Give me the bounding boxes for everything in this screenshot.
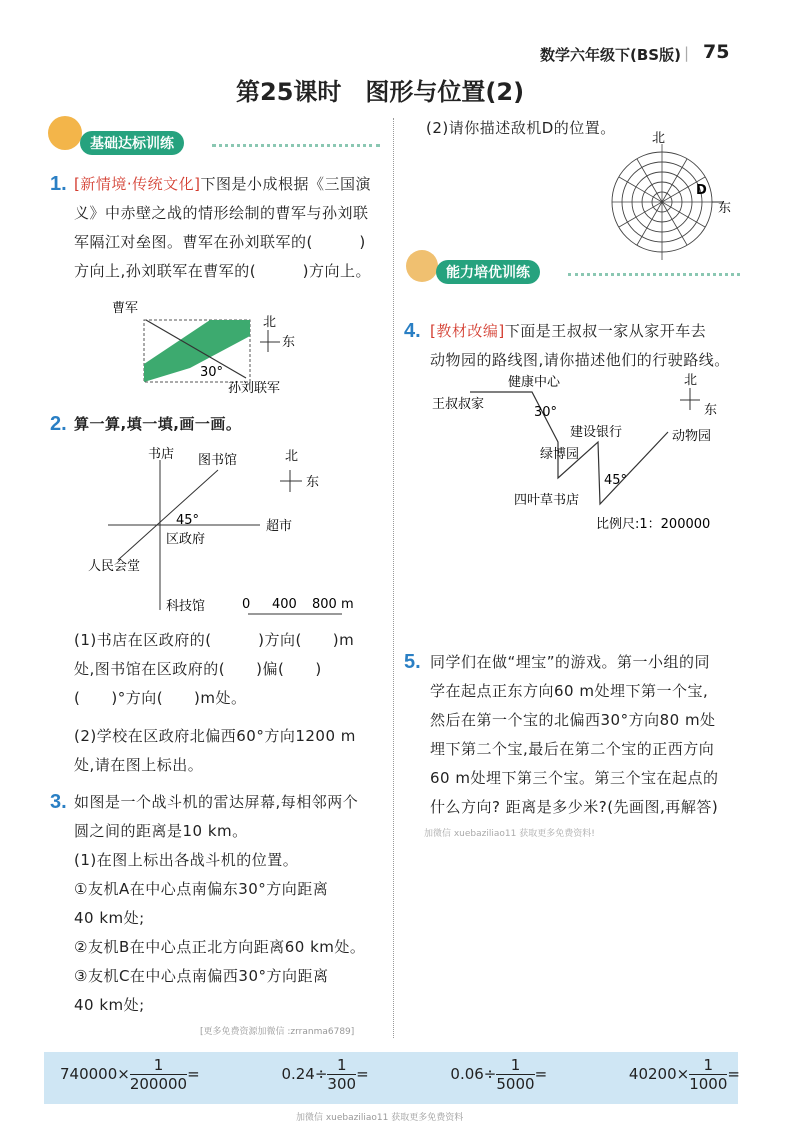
q4-bank: 建设银行: [570, 425, 623, 440]
dog-mascot-icon: [406, 250, 438, 282]
q1-river: [144, 320, 250, 382]
q4-figure: [400, 370, 740, 540]
q5-number: 5.: [404, 651, 421, 673]
q3-line-4: 40 km处;: [74, 909, 145, 927]
cat-mascot-icon: [48, 116, 82, 150]
q4-zoo: 动物园: [672, 429, 712, 444]
section-advanced-dots: [568, 273, 740, 276]
column-divider: [393, 118, 394, 1038]
calc-row: [60, 1056, 740, 1093]
radar-north: 北: [652, 131, 666, 146]
q2-east: 东: [306, 475, 320, 490]
calc-3-op: =: [727, 1065, 740, 1083]
calc-0-frac: [130, 1056, 187, 1093]
q4-east: 东: [704, 403, 718, 418]
header-divider: |: [684, 44, 690, 62]
calc-0-a: 740000×: [60, 1065, 130, 1083]
q2-scale-2: 800 m: [312, 597, 354, 612]
q1-line-2: 军隔江对垒图。曹军在孙刘联军的( ): [74, 233, 366, 251]
calc-0-d: 200000: [129, 1075, 188, 1093]
book-title: 数学六年级下(BS版): [540, 46, 681, 64]
radar-figure: [590, 130, 740, 270]
q4-angle2: 45°: [604, 473, 628, 488]
q3-line-3: ①友机A在中心点南偏东30°方向距离: [74, 880, 329, 898]
q2-angle: 45°: [176, 513, 200, 528]
q1-text: [74, 170, 384, 286]
q5-line-2: 然后在第一个宝的北偏西30°方向80 m处: [430, 711, 716, 729]
calc-1-d: 300: [327, 1075, 357, 1093]
q4-bookstore: 四叶草书店: [514, 493, 580, 508]
q4-line-0: 下面是王叔叔一家从家开车去: [504, 322, 707, 340]
radar-d: D: [696, 183, 707, 198]
watermark-3: 加微信 xuebaziliao11 获取更多免费资料: [296, 1113, 464, 1123]
q4-line-1: 动物园的路线图,请你描述他们的行驶路线。: [430, 351, 730, 369]
radar-east: 东: [718, 201, 732, 216]
calc-2-a: 0.06÷: [450, 1065, 497, 1083]
q2-north: 北: [285, 449, 299, 464]
q4-scale: 比例尺:1：200000: [596, 517, 711, 532]
q2-p1-0: (1)书店在区政府的( )方向( )m: [74, 631, 355, 649]
q3-line-7: 40 km处;: [74, 996, 145, 1014]
q1-angle: 30°: [200, 365, 224, 380]
q5-line-1: 学在起点正东方向60 m处埋下第一个宝,: [430, 682, 709, 700]
q5-line-3: 埋下第二个宝,最后在第二个宝的正西方向: [430, 740, 715, 758]
calc-2-d: 5000: [496, 1075, 535, 1093]
q4-north: 北: [684, 373, 698, 388]
calc-1-op: =: [356, 1065, 369, 1083]
calc-3-frac: [689, 1056, 727, 1093]
q4-health: 健康中心: [508, 375, 561, 390]
q2-part1: [74, 626, 388, 713]
calc-0-n: 1: [153, 1056, 164, 1074]
q3-line-6: ③友机C在中心点南偏西30°方向距离: [74, 967, 329, 985]
q1-line-3: 方向上,孙刘联军在曹军的( )方向上。: [74, 262, 371, 280]
calc-1-frac: [327, 1056, 356, 1093]
q2-bookstore: 书店: [148, 447, 175, 462]
q2-part2: [74, 722, 388, 780]
section-basic: 基础达标训练: [80, 131, 184, 155]
q2-supermarket: 超市: [266, 519, 293, 534]
q2-p1-1: 处,图书馆在区政府的( )偏( ): [74, 660, 322, 678]
q1-line-0: 下图是小成根据《三国演: [200, 175, 371, 193]
q1-number: 1.: [50, 173, 67, 195]
q2-head: 算一算,填一填,画一画。: [74, 415, 242, 433]
q4-number: 4.: [404, 320, 421, 342]
q4-angle1: 30°: [534, 405, 558, 420]
calc-2-n: 1: [510, 1056, 521, 1074]
page-number: 75: [703, 41, 730, 63]
q4-text: [430, 317, 742, 375]
calc-0-op: =: [187, 1065, 200, 1083]
q3-text: [74, 788, 390, 1020]
q4-home: 王叔叔家: [432, 397, 485, 412]
watermark-2: [更多免费资源加微信 :zrranma6789]: [200, 1027, 355, 1037]
q1-east: 东: [282, 335, 296, 350]
q2-p1-2: ( )°方向( )m处。: [74, 689, 247, 707]
q4-park: 绿博园: [540, 447, 580, 462]
q2-number: 2.: [50, 413, 67, 435]
calc-3-d: 1000: [689, 1075, 728, 1093]
q2-hall: 人民会堂: [88, 559, 141, 574]
q2-gov: 区政府: [166, 532, 206, 547]
q1-cao-label: 曹军: [112, 301, 139, 316]
radar-spokes: [612, 144, 712, 260]
q2-library: 图书馆: [198, 453, 238, 468]
q5-text: [430, 648, 746, 822]
q2-tech: 科技馆: [166, 599, 206, 614]
calc-2-op: =: [534, 1065, 548, 1083]
watermark-1: 加微信 xuebaziliao11 获取更多免费资料!: [424, 829, 595, 839]
q1-figure: [100, 298, 380, 398]
q2-scale-1: 400: [272, 597, 297, 612]
calc-3-a: 40200×: [628, 1065, 690, 1083]
q5-line-0: 同学们在做“埋宝”的游戏。第一小组的同: [430, 653, 711, 671]
q2-figure: [80, 440, 380, 620]
q3-number: 3.: [50, 791, 67, 813]
q3-part2: (2)请你描述敌机D的位置。: [426, 119, 616, 137]
q2-p2-0: (2)学校在区政府北偏西60°方向1200 m: [74, 727, 356, 745]
q5-line-4: 60 m处埋下第三个宝。第三个宝在起点的: [430, 769, 719, 787]
section-advanced: 能力培优训练: [436, 260, 540, 284]
calc-1-a: 0.24÷: [281, 1065, 328, 1083]
q3-line-2: (1)在图上标出各战斗机的位置。: [74, 851, 299, 869]
q1-sun-label: 孙刘联军: [228, 381, 281, 396]
calc-2-frac: [496, 1056, 534, 1093]
q5-line-5: 什么方向? 距离是多少米?(先画图,再解答): [430, 798, 719, 816]
q2-scale-0: 0: [242, 597, 251, 612]
q1-north: 北: [263, 315, 277, 330]
calc-item-2: [450, 1056, 547, 1093]
calc-1-n: 1: [336, 1056, 347, 1074]
page-title: 第25课时 图形与位置(2): [236, 78, 525, 106]
q3-line-5: ②友机B在中心点正北方向距离60 km处。: [74, 938, 366, 956]
q1-line-1: 义》中赤壁之战的情形绘制的曹军与孙刘联: [74, 204, 369, 222]
q2-p2-1: 处,请在图上标出。: [74, 756, 204, 774]
calc-item-0: [60, 1056, 200, 1093]
q3-line-0: 如图是一个战斗机的雷达屏幕,每相邻两个: [74, 793, 359, 811]
calc-3-n: 1: [703, 1056, 714, 1074]
q4-tag: [教材改编]: [430, 322, 505, 340]
calc-item-3: [629, 1056, 740, 1093]
section-basic-dots: [212, 144, 380, 147]
q3-line-1: 圆之间的距离是10 km。: [74, 822, 248, 840]
calc-item-1: [281, 1056, 368, 1093]
q1-tag: [新情境·传统文化]: [74, 175, 201, 193]
